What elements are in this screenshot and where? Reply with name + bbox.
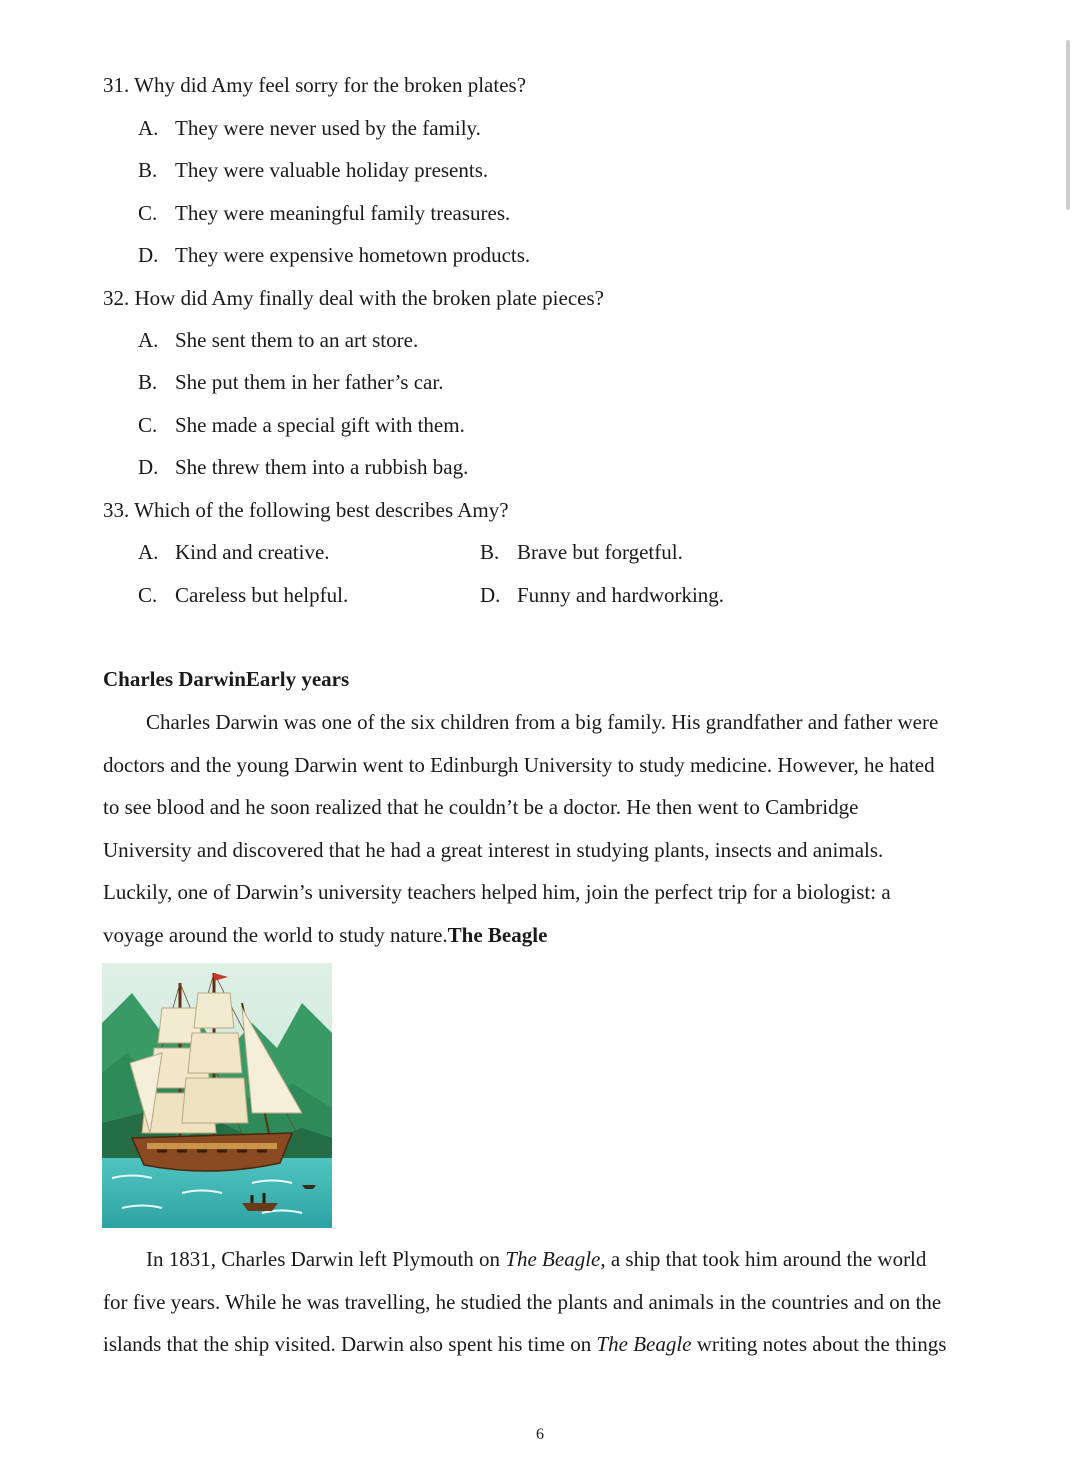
question-33 (103, 500, 509, 521)
paragraph-line: Luckily, one of Darwin’s university teachers helped him, join the perfect trip for a biologist: a (103, 880, 891, 904)
question-number: 31. (103, 73, 130, 97)
question-text: How did Amy finally deal with the broken plate pieces? (134, 286, 604, 310)
option-32-d: D. She threw them into a rubbish bag. (138, 455, 469, 479)
option-33-b: B. Brave but forgetful. (480, 540, 683, 564)
option-33-a: A. Kind and creative. (138, 540, 330, 564)
paragraph-line: In 1831, Charles Darwin left Plymouth on The Beagle, a ship that took him around the world (146, 1247, 927, 1271)
ship-illustration (102, 963, 332, 1228)
passage-paragraph-1 (103, 701, 983, 956)
option-31-b: B. They were valuable holiday presents. (138, 158, 489, 182)
paragraph-line: doctors and the young Darwin went to Edinburgh University to study medicine. However, he hated (103, 752, 935, 777)
option-32-b: B. She put them in her father’s car. (138, 370, 444, 394)
paragraph-line: Charles Darwin was one of the six children from a big family. His grandfather and father were (146, 710, 939, 734)
passage-heading: Charles DarwinEarly years (103, 667, 350, 691)
passage-paragraph-2 (103, 1238, 1003, 1366)
option-33-d: D. Funny and hardworking. (480, 583, 725, 607)
paragraph-line: University and discovered that he had a great interest in studying plants, insects and animals. (103, 837, 884, 862)
question-number: 33. (103, 498, 130, 522)
paragraph-line: to see blood and he soon realized that he couldn’t be a doctor. He then went to Cambridge (103, 795, 859, 819)
subheading-the-beagle: The Beagle (447, 922, 548, 947)
ship-name: The Beagle (596, 1332, 692, 1356)
option-32-c: C. She made a special gift with them. (138, 413, 465, 437)
question-31 (103, 75, 526, 96)
scrollbar[interactable] (1066, 40, 1070, 210)
page-number: 6 (536, 1426, 544, 1443)
question-text: Which of the following best describes Amy? (134, 498, 509, 522)
question-number: 32. (103, 286, 130, 310)
paragraph-line: islands that the ship visited. Darwin also spent his time on The Beagle writing notes about the things (103, 1332, 947, 1356)
option-33-c: C. Careless but helpful. (138, 583, 349, 607)
option-31-d: D. They were expensive hometown products. (138, 243, 531, 267)
question-text: Why did Amy feel sorry for the broken plates? (134, 73, 527, 97)
option-31-c: C. They were meaningful family treasures. (138, 201, 511, 225)
paragraph-line-last: voyage around the world to study nature.The Beagle (103, 922, 548, 947)
question-32 (103, 288, 604, 309)
paragraph-line: for five years. While he was travelling, he studied the plants and animals in the countries and on the (103, 1289, 942, 1314)
option-32-a: A. She sent them to an art store. (138, 328, 419, 352)
ship-name: The Beagle (505, 1247, 601, 1271)
option-31-a: A. They were never used by the family. (138, 116, 481, 140)
